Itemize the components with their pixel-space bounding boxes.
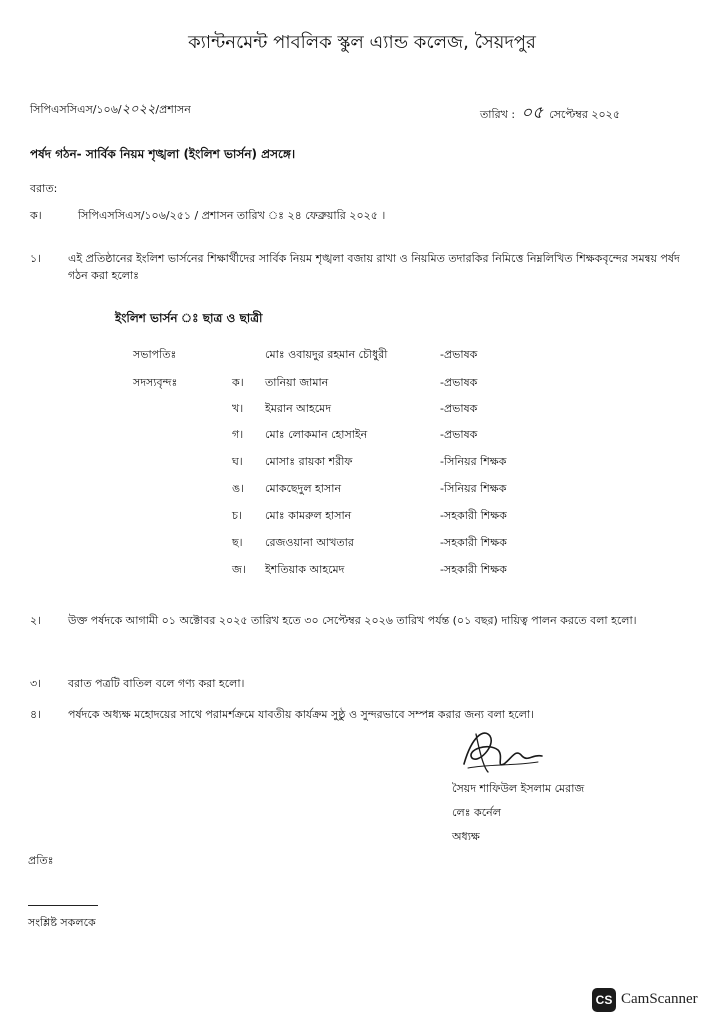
committee-letter: ছ।	[232, 536, 243, 549]
paragraph-3-text: বরাত পত্রটি বাতিল বলে গণ্য করা হলো।	[68, 677, 245, 690]
committee-letter: চ।	[232, 509, 242, 522]
committee-row	[0, 346, 724, 366]
date-day: ০৫	[521, 103, 544, 123]
committee-name: মোঃ কামরুল হাসান	[265, 509, 352, 522]
date-month-year: সেপ্টেম্বর ২০২৫	[549, 108, 620, 121]
committee-row	[0, 507, 724, 527]
committee-designation: -সিনিয়র শিক্ষক	[440, 455, 507, 468]
committee-designation: -সহকারী শিক্ষক	[440, 563, 507, 576]
committee-name: রেজওয়ানা আখতার	[265, 536, 354, 549]
committee-name: মোসাঃ রায়কা শরীফ	[265, 455, 353, 468]
committee-designation: -সিনিয়র শিক্ষক	[440, 482, 507, 495]
paragraph-2-text: উক্ত পর্ষদকে আগামী ০১ অক্টোবর ২০২৫ তারিখ হতে ৩০ সেপ্টেম্বর ২০২৬ তারিখ পর্যন্ত (০১ বছর) দায়িত্ব পালন করতে বলা হলো।	[68, 614, 637, 627]
paragraph-4-number: ৪।	[30, 708, 42, 721]
section-heading: ইংলিশ ভার্সন ঃ ছাত্র ও ছাত্রী	[115, 311, 263, 325]
committee-row	[0, 453, 724, 473]
committee-designation: -প্রভাষক	[440, 376, 478, 389]
committee-name: ইমরান আহমেদ	[265, 402, 332, 415]
reference-label: বরাত:	[30, 182, 58, 195]
committee-letter: ঙ।	[232, 482, 245, 495]
committee-name: মোঃ ওবায়দুর রহমান চৌধুরী	[265, 348, 388, 361]
memo-handwritten: ২০২২	[121, 102, 156, 117]
memo-suffix: /প্রশাসন	[155, 103, 191, 116]
committee-letter: ঘ।	[232, 455, 243, 468]
paragraph-1-number: ১।	[30, 252, 42, 265]
committee-row	[0, 426, 724, 446]
document-title: ক্যান্টনমেন্ট পাবলিক স্কুল এ্যান্ড কলেজ, সৈয়দপুর	[188, 32, 536, 53]
committee-row	[0, 480, 724, 500]
committee-row	[0, 534, 724, 554]
paragraph-2-number: ২।	[30, 614, 42, 627]
committee-designation: -প্রভাষক	[440, 402, 478, 415]
copy-recipients: সংশ্লিষ্ট সকলকে	[28, 916, 96, 929]
date-label: তারিখ :	[480, 108, 516, 121]
memo-number	[30, 100, 191, 121]
paragraph-1-text: এই প্রতিষ্ঠানের ইংলিশ ভার্সনের শিক্ষার্থীদের সার্বিক নিয়ম শৃঙ্খলা বজায় রাখা ও নিয়মিত তদারকির নিমিত্তে নিম্নলিখিত শিক্ষকবৃন্দের সমন্বয় পর্ষদ গঠন করা হলোঃ	[68, 252, 680, 282]
committee-designation: -সহকারী শিক্ষক	[440, 536, 507, 549]
camscanner-text: CamScanner	[621, 991, 698, 1007]
committee-letter: খ।	[232, 402, 244, 415]
document-date	[480, 100, 620, 128]
signatory-title: অধ্যক্ষ	[452, 830, 480, 843]
committee-name: মোকছেদুল হাসান	[265, 482, 342, 495]
committee-row	[0, 400, 724, 420]
committee-designation: -প্রভাষক	[440, 348, 478, 361]
committee-name: ইশতিয়াক আহমেদ	[265, 563, 345, 576]
committee-letter: জ।	[232, 563, 246, 576]
committee-name: তানিয়া জামান	[265, 376, 329, 389]
committee-designation: -সহকারী শিক্ষক	[440, 509, 507, 522]
reference-item-number: ক।	[30, 209, 42, 222]
committee-row	[0, 561, 724, 581]
committee-row	[0, 374, 724, 394]
signature-image	[458, 724, 548, 776]
memo-printed: সিপিএসসিএস/১০৬/	[30, 103, 122, 116]
camscanner-logo-icon: CS	[592, 988, 616, 1012]
committee-letter: ক।	[232, 376, 244, 389]
copy-divider	[28, 905, 98, 906]
paragraph-4-text: পর্ষদকে অধ্যক্ষ মহোদয়ের সাথে পরামর্শক্রমে যাবতীয় কার্যক্রম সুষ্ঠু ও সুন্দরভাবে সম্পন্ন করার জন্য বলা হলো।	[68, 708, 535, 721]
copy-label: প্রতিঃ	[28, 854, 54, 867]
subject-line: পর্ষদ গঠন- সার্বিক নিয়ম শৃঙ্খলা (ইংলিশ ভার্সন) প্রসঙ্গে।	[30, 147, 296, 161]
committee-letter: গ।	[232, 428, 244, 441]
committee-role: সভাপতিঃ	[133, 348, 177, 361]
committee-role: সদস্যবৃন্দঃ	[133, 376, 178, 389]
signatory-name: সৈয়দ শাফিউল ইসলাম মেরাজ	[452, 782, 585, 795]
paragraph-3-number: ৩।	[30, 677, 42, 690]
committee-designation: -প্রভাষক	[440, 428, 478, 441]
reference-item-text: সিপিএসসিএস/১০৬/২৫১ / প্রশাসন তারিখ ঃ ২৪ ফেব্রুয়ারি ২০২৫ ।	[78, 209, 386, 222]
committee-name: মোঃ লোকমান হোসাইন	[265, 428, 368, 441]
signatory-rank: লেঃ কর্নেল	[452, 806, 501, 819]
